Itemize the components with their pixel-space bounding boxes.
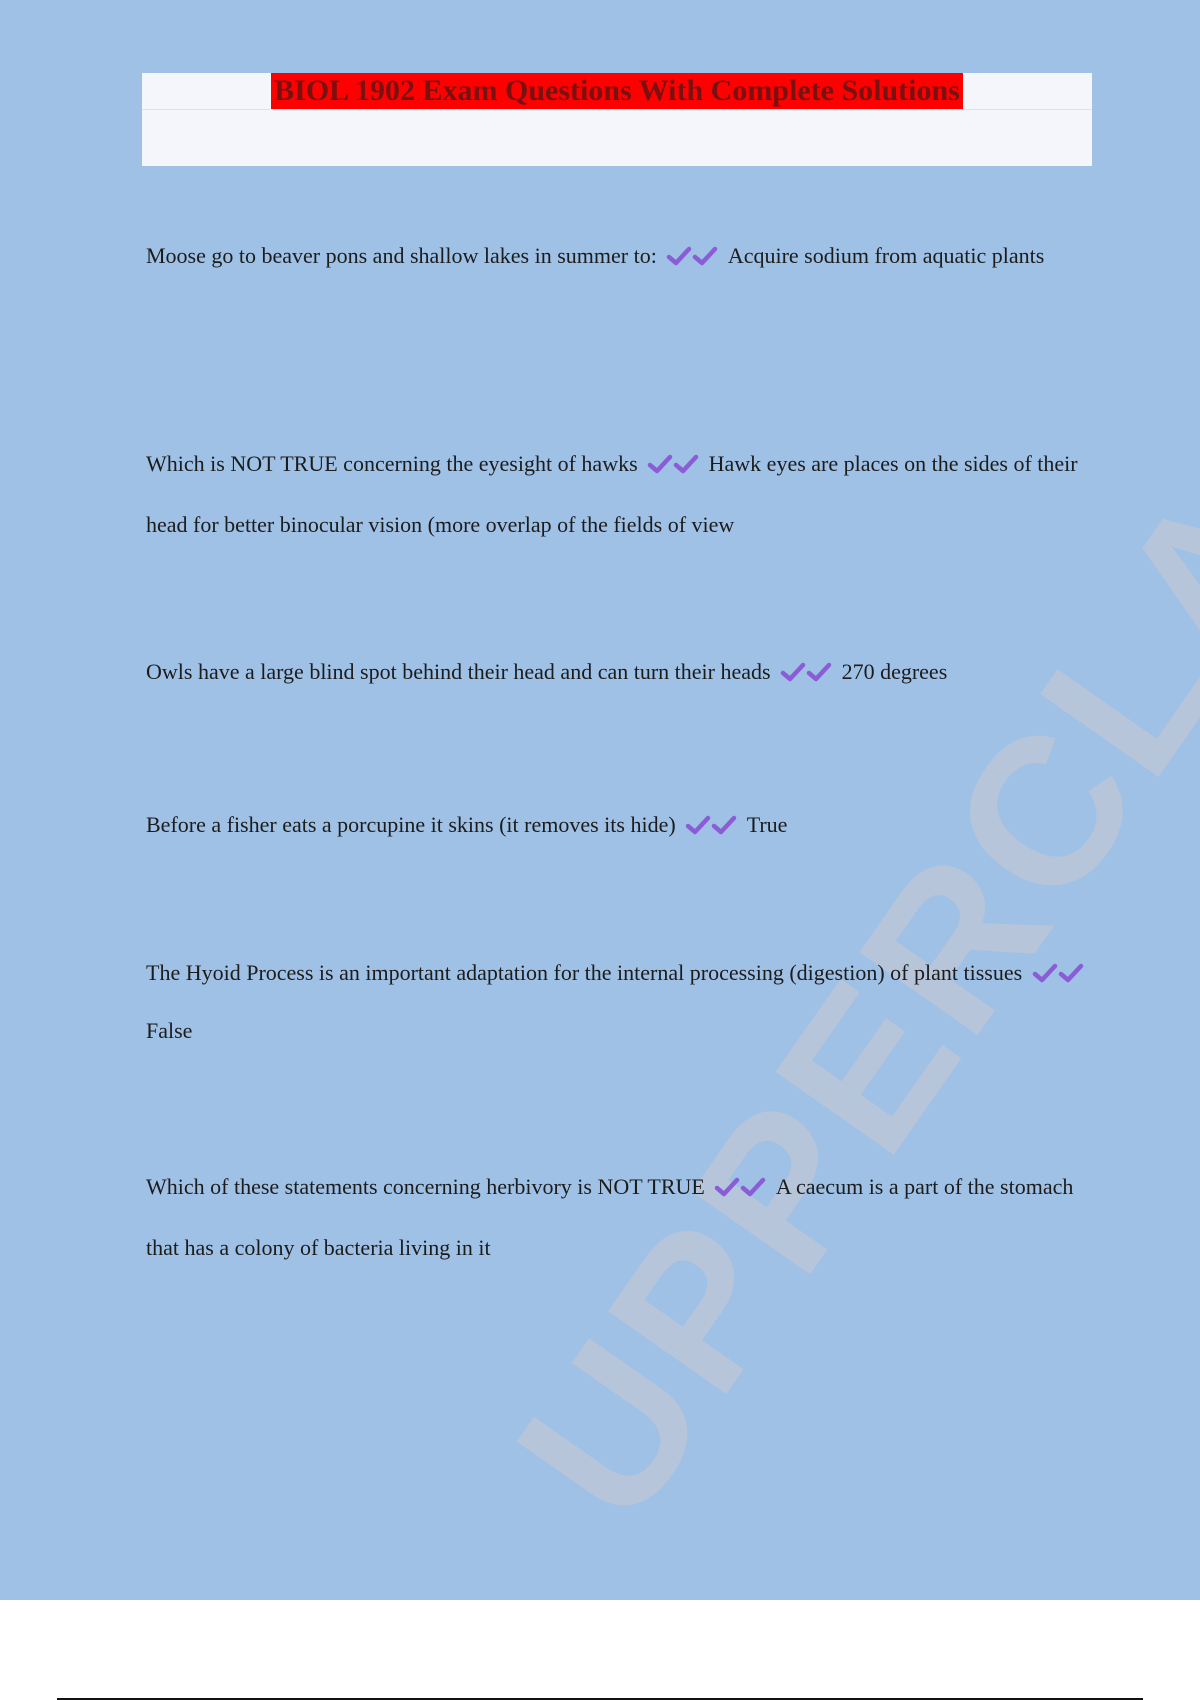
answer-text: A caecum is a part of the stomach that has a colony of bacteria living in it [146, 1174, 1074, 1260]
header-box [142, 73, 1092, 166]
question-text: Owls have a large blind spot behind their head and can turn their heads [146, 659, 771, 684]
qa-item-5 [146, 944, 1096, 1060]
double-check-icon [714, 1174, 772, 1199]
page-title [142, 73, 1092, 113]
check-icon [740, 1177, 766, 1197]
qa-item-2 [146, 433, 1096, 555]
question-text: Moose go to beaver pons and shallow lakes in summer to: [146, 243, 657, 268]
answer-text: Hawk eyes are places on the sides of their head for better binocular vision (more overlap of the fields of view [146, 451, 1078, 537]
question-text: Which is NOT TRUE concerning the eyesight of hawks [146, 451, 638, 476]
check-icon [647, 454, 673, 474]
qa-item-4 [146, 794, 1096, 855]
check-icon [692, 246, 718, 266]
check-icon [666, 246, 692, 266]
check-icon [711, 815, 737, 835]
check-icon [673, 454, 699, 474]
answer-text: Acquire sodium from aquatic plants [727, 243, 1045, 268]
answer-text: 270 degrees [841, 659, 948, 684]
check-icon [1058, 963, 1084, 983]
question-text: Before a fisher eats a porcupine it skins (it removes its hide) [146, 812, 676, 837]
double-check-icon [780, 659, 838, 684]
answer-text: True [746, 812, 788, 837]
check-icon [780, 662, 806, 682]
check-icon [714, 1177, 740, 1197]
question-text: The Hyoid Process is an important adaptation for the internal processing (digestion) of plant tissues [146, 960, 1023, 985]
double-check-icon [666, 243, 724, 268]
check-icon [1032, 963, 1058, 983]
double-check-icon [685, 812, 743, 837]
question-text: Which of these statements concerning herbivory is NOT TRUE [146, 1174, 705, 1199]
answer-text: False [146, 1018, 193, 1043]
double-check-icon [1032, 960, 1084, 985]
page-title-text: BIOL 1902 Exam Questions With Complete Solutions [271, 73, 963, 109]
qa-item-1 [146, 225, 1096, 286]
qa-item-6 [146, 1156, 1096, 1278]
qa-item-3 [146, 641, 1096, 702]
double-check-icon [647, 451, 705, 476]
check-icon [685, 815, 711, 835]
check-icon [806, 662, 832, 682]
